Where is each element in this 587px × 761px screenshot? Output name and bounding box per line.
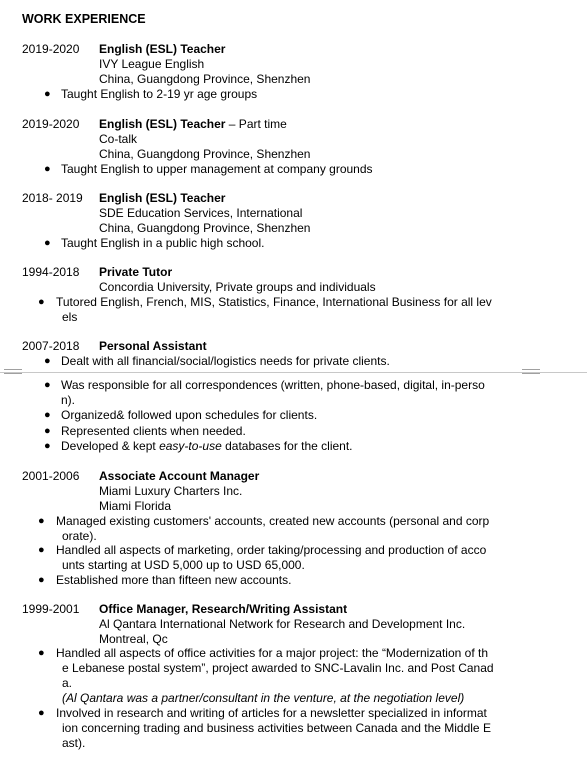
bullet-text-continued: ast). [62,736,86,750]
bullet-icon: ● [44,409,51,421]
bullet-text: Managed existing customers' accounts, created new accounts (personal and corp [56,514,490,528]
bullet-text: Involved in research and writing of articles for a newsletter specialized in informat [56,706,487,720]
bullet-icon: ● [44,237,51,249]
bullet-text: Established more than fifteen new accounts. [56,573,292,587]
entry-period: 1994-2018 [22,265,80,279]
bullet-text-continued: n). [61,393,76,407]
bullet-text-italic: easy-to-use [159,439,222,453]
page-break-line [0,372,587,373]
bullet-text: Developed & kept [61,439,160,453]
entry-location: China, Guangdong Province, Shenzhen [99,72,311,86]
bullet-text: Represented clients when needed. [61,424,246,438]
bullet-text-continued: orate). [62,529,97,543]
bullet-text: Taught English to upper management at company grounds [61,162,373,176]
bullet-icon: ● [38,707,45,719]
bullet-text: Handled all aspects of marketing, order taking/processing and production of acco [56,543,487,557]
entry-title: Private Tutor [99,265,173,279]
entry-period: 2019-2020 [22,117,80,131]
entry-title: Office Manager, Research/Writing Assistant [99,602,348,616]
bullet-icon: ● [38,544,45,556]
entry-location: Montreal, Qc [99,632,168,646]
bullet-icon: ● [38,647,45,659]
entry-title-row [99,117,287,132]
bullet-text: Dealt with all financial/social/logistics needs for private clients. [61,354,390,368]
bullet-text: Was responsible for all correspondences (written, phone-based, digital, in-perso [61,378,485,392]
bullet-icon: ● [44,88,51,100]
entry-title: Associate Account Manager [99,469,260,483]
bullet-text: Taught English in a public high school. [61,236,265,250]
entry-title: English (ESL) Teacher [99,191,226,205]
bullet-note-italic: (Al Qantara was a partner/consultant in the venture, at the negotiation level) [62,691,465,705]
entry-employer: Co-talk [99,132,138,146]
entry-period: 2019-2020 [22,42,80,56]
entry-location: Miami Florida [99,499,172,513]
bullet-text: Handled all aspects of office activities for a major project: the “Modernization of th [56,646,488,660]
entry-employer: Miami Luxury Charters Inc. [99,484,243,498]
bullet-text: databases for the client. [221,439,353,453]
entry-employer: SDE Education Services, International [99,206,303,220]
entry-period: 2007-2018 [22,339,80,353]
entry-employer: Al Qantara International Network for Research and Development Inc. [99,617,466,631]
bullet-text-continued: els [62,310,78,324]
bullet-text-continued: a. [62,676,73,690]
entry-title-suffix: – Part time [225,117,287,131]
bullet-text-continued: ion concerning trading and business activities between Canada and the Middle E [62,721,491,735]
bullet-icon: ● [44,355,51,367]
page-break-marker-left [4,366,22,376]
entry-location: China, Guangdong Province, Shenzhen [99,147,311,161]
entry-location: China, Guangdong Province, Shenzhen [99,221,311,235]
bullet-icon: ● [38,515,45,527]
bullet-icon: ● [38,296,45,308]
entry-period: 1999-2001 [22,602,80,616]
bullet-text-continued: e Lebanese postal system”, project awarded to SNC-Lavalin Inc. and Post Canad [62,661,494,675]
bullet-text: Organized& followed upon schedules for clients. [61,408,318,422]
bullet-text-row [61,439,353,454]
bullet-icon: ● [44,440,51,452]
bullet-text: Tutored English, French, MIS, Statistics, Finance, International Business for all lev [56,295,492,309]
entry-title: English (ESL) Teacher [99,117,226,131]
bullet-icon: ● [44,379,51,391]
bullet-text-continued: unts starting at USD 5,000 up to USD 65,000. [62,558,305,572]
entry-title: English (ESL) Teacher [99,42,226,56]
bullet-text: Taught English to 2-19 yr age groups [61,87,258,101]
section-title: WORK EXPERIENCE [22,12,146,26]
bullet-icon: ● [44,425,51,437]
bullet-icon: ● [38,574,45,586]
entry-employer: IVY League English [99,57,205,71]
entry-title: Personal Assistant [99,339,207,353]
entry-period: 2018- 2019 [22,191,83,205]
entry-period: 2001-2006 [22,469,80,483]
entry-employer: Concordia University, Private groups and individuals [99,280,376,294]
bullet-icon: ● [44,163,51,175]
page-break-marker-right [522,366,540,376]
